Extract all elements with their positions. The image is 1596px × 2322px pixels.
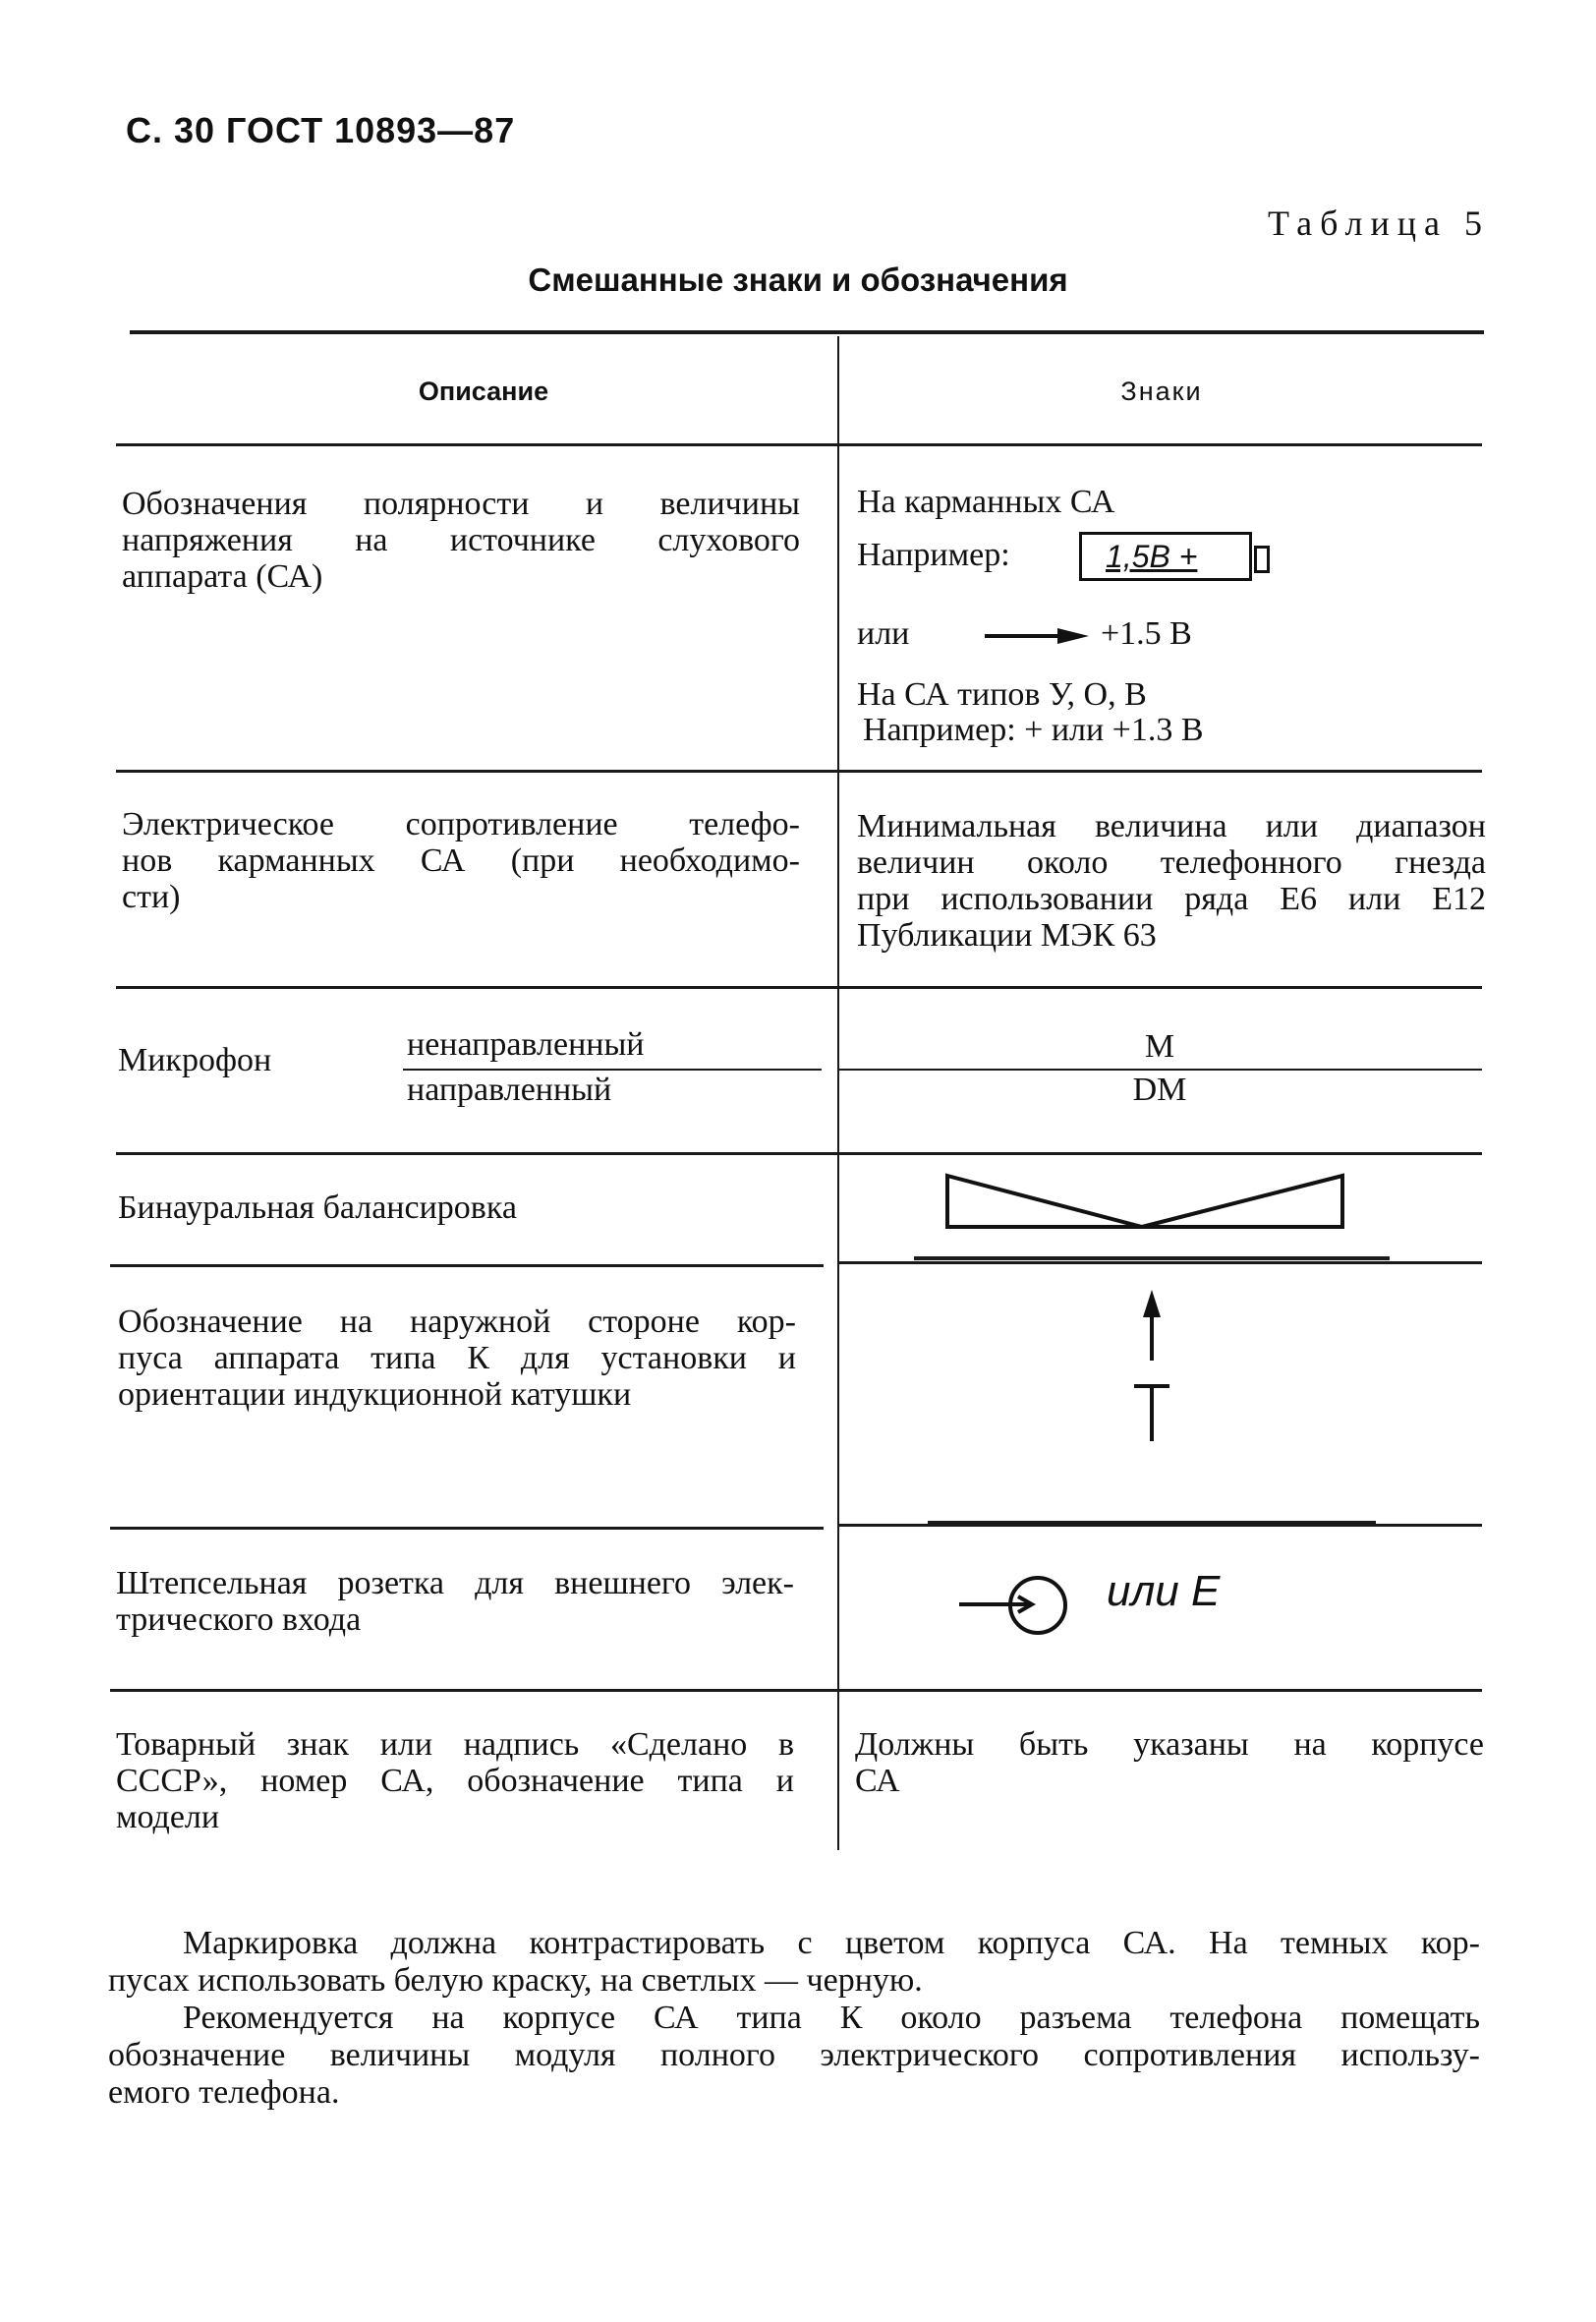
microphone-directional-sign: DM: [1132, 1072, 1187, 1108]
binaural-base-line: [914, 1256, 1390, 1260]
coil-base-line: [928, 1521, 1376, 1525]
signs-line: Публикации МЭК 63: [857, 917, 1157, 954]
description-line: модели: [116, 1799, 220, 1835]
description-line: Обозначения полярности и величины: [122, 486, 800, 522]
row-rule: [116, 1152, 1482, 1155]
footer-line: Маркировка должна контрастировать с цветом корпуса СА. На темных кор-: [183, 1925, 1480, 1961]
table-top-rule: [130, 330, 1484, 334]
description-line: пуса аппарата типа К для установки и: [118, 1340, 796, 1376]
description-line: нов карманных СА (при необходимо-: [122, 842, 800, 879]
microphone-omni-sign: М: [1144, 1028, 1175, 1065]
row-rule: [110, 1264, 824, 1267]
signs-line: при использовании ряда Е6 или Е12: [857, 881, 1486, 917]
signs-line: величин около телефонного гнезда: [857, 844, 1486, 881]
description-line: СССР», номер СА, обозначение типа и: [116, 1763, 794, 1799]
table-title: Смешанные знаки и обозначения: [528, 261, 1068, 298]
footer-text: [108, 1925, 1480, 2112]
row-rule: [116, 770, 1482, 773]
coil-description: [118, 1304, 796, 1413]
microphone-sign-divider: [837, 1069, 1482, 1071]
description-line: ориентации индукционной катушки: [118, 1376, 632, 1413]
right-arrow-icon: [983, 621, 1091, 651]
microphone-omni-label: ненаправленный: [407, 1026, 645, 1063]
polarity-line-1: На карманных СА: [857, 484, 1115, 520]
header-bottom-rule: [116, 443, 1482, 446]
polarity-description: [122, 486, 800, 595]
row-rule: [110, 1689, 1482, 1692]
battery-voltage-box: [1079, 532, 1252, 581]
socket-alt-sign: или Е: [1107, 1567, 1221, 1615]
description-line: Штепсельная розетка для внешнего элек-: [116, 1565, 794, 1601]
description-line: сти): [122, 879, 181, 915]
polarity-or-label: или: [857, 615, 910, 652]
polarity-arrow-value: +1.5 В: [1101, 615, 1192, 652]
microphone-label: Микрофон: [118, 1042, 272, 1078]
battery-voltage-box-text: 1,5В +: [1106, 539, 1198, 574]
signs-line: Должны быть указаны на корпусе: [855, 1726, 1484, 1763]
resistance-signs: [857, 808, 1486, 954]
description-line: Обозначение на наружной стороне кор-: [118, 1304, 796, 1340]
description-line: Электрическое сопротивление телефо-: [122, 806, 800, 842]
binaural-description: Бинауральная балансировка: [118, 1190, 517, 1226]
description-line: аппарата (СА): [122, 558, 323, 595]
microphone-divider: [403, 1069, 822, 1071]
signs-line: СА: [855, 1763, 900, 1799]
footer-line: обозначение величины модуля полного электрического сопротивления использу-: [108, 2037, 1480, 2073]
column-header-description: Описание: [418, 377, 549, 406]
page-header: С. 30 ГОСТ 10893—87: [126, 110, 516, 150]
footer-line: емого телефона.: [108, 2074, 340, 2111]
footer-line: Рекомендуется на корпусе СА типа К около разъема телефона помещать: [183, 2000, 1480, 2036]
trademark-signs: [855, 1726, 1484, 1799]
footer-line: пусах использовать белую краску, на светлых — черную.: [108, 1962, 923, 1999]
resistance-description: [122, 806, 800, 915]
description-line: трического входа: [116, 1601, 362, 1638]
polarity-line-4: Например: + или +1.3 В: [863, 712, 1204, 748]
polarity-line-3: На СА типов У, О, В: [857, 676, 1147, 713]
row-rule: [837, 1261, 1482, 1264]
induction-coil-orientation-icon: [1130, 1286, 1173, 1449]
binaural-balance-icon: [943, 1170, 1352, 1239]
row-rule: [110, 1527, 824, 1530]
microphone-directional-label: направленный: [407, 1072, 612, 1108]
socket-description: [116, 1565, 794, 1638]
polarity-example-label: Например:: [857, 537, 1010, 573]
signs-line: Минимальная величина или диапазон: [857, 808, 1486, 844]
table-number: Таблица 5: [1268, 203, 1490, 243]
description-line: напряжения на источнике слухового: [122, 522, 800, 558]
input-socket-icon: [957, 1573, 1075, 1638]
row-rule: [116, 986, 1482, 989]
trademark-description: [116, 1726, 794, 1835]
column-header-signs: Знаки: [1120, 377, 1203, 406]
battery-terminal-icon: [1254, 546, 1270, 573]
description-line: Товарный знак или надпись «Сделано в: [116, 1726, 794, 1763]
